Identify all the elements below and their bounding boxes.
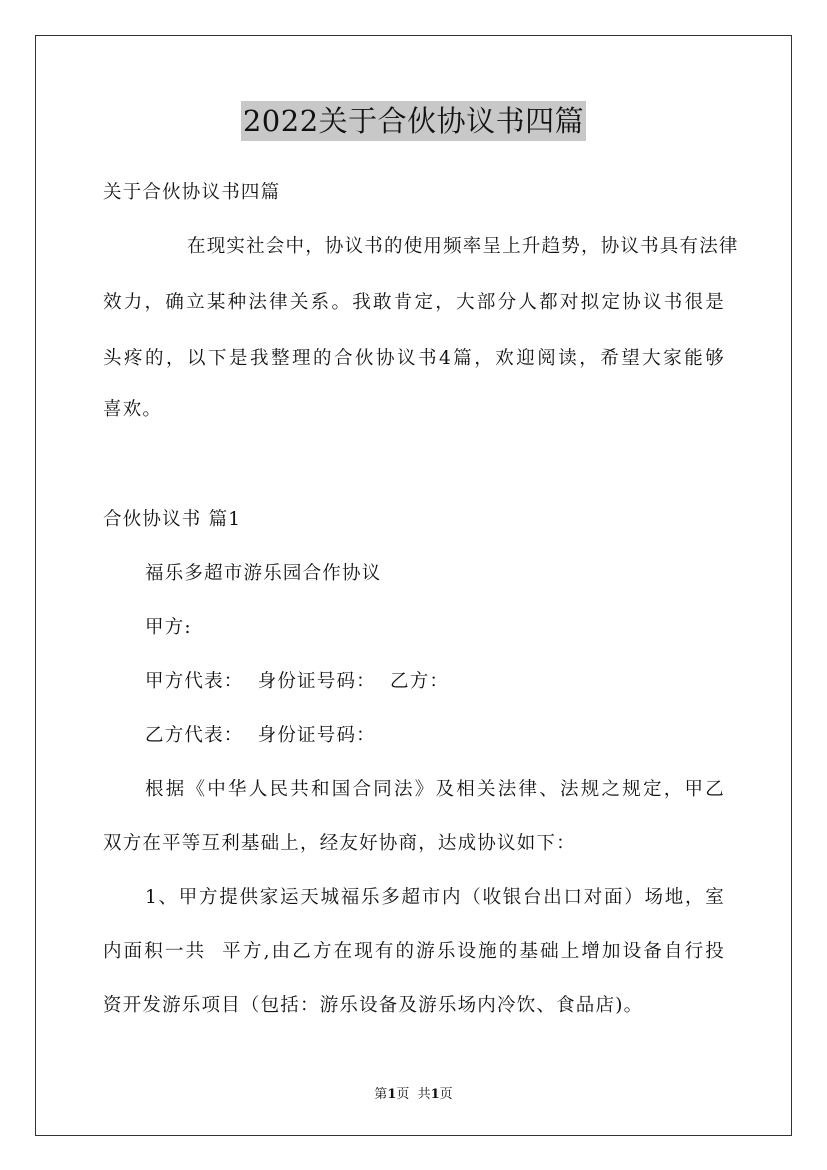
clause1-line-2: 内面积一共 平方,由乙方在现有的游乐设施的基础上增加设备自行投 <box>103 941 725 962</box>
party-a-rep-line: 甲方代表： 身份证号码： 乙方： <box>145 671 450 692</box>
footer-page-current: 1 <box>387 1087 397 1102</box>
intro-line-4: 喜欢。 <box>103 399 163 420</box>
intro-line-1: 在现实社会中，协议书的使用频率呈上升趋势，协议书具有法律 <box>187 236 739 257</box>
basis-line-1: 根据《中华人民共和国合同法》及相关法律、法规之规定，甲乙 <box>145 779 725 800</box>
footer-prefix: 第 <box>374 1087 388 1102</box>
agreement-title: 福乐多超市游乐园合作协议 <box>145 563 382 584</box>
document-heading: 关于合伙协议书四篇 <box>103 182 281 203</box>
clause1-line-3: 资开发游乐项目（包括：游乐设备及游乐场内冷饮、食品店)。 <box>103 995 644 1016</box>
party-a-line: 甲方: <box>145 617 192 638</box>
document-title <box>0 101 827 141</box>
page-footer <box>0 1083 827 1102</box>
footer-page-total: 1 <box>430 1087 440 1102</box>
footer-mid: 页 共 <box>396 1087 431 1102</box>
clause1-line-1: 1、甲方提供家运天城福乐多超市内（收银台出口对面）场地，室 <box>145 887 725 908</box>
intro-line-2: 效力，确立某种法律关系。我敢肯定，大部分人都对拟定协议书很是 <box>103 292 725 313</box>
intro-line-3: 头疼的，以下是我整理的合伙协议书4篇，欢迎阅读，希望大家能够 <box>103 348 725 369</box>
basis-line-2: 双方在平等互利基础上，经友好协商，达成协议如下： <box>103 833 576 854</box>
footer-suffix: 页 <box>439 1087 453 1102</box>
party-b-rep-line: 乙方代表： 身份证号码： <box>145 725 376 746</box>
section-title: 合伙协议书 篇1 <box>103 509 242 530</box>
document-title-text: 2022关于合伙协议书四篇 <box>241 101 586 141</box>
